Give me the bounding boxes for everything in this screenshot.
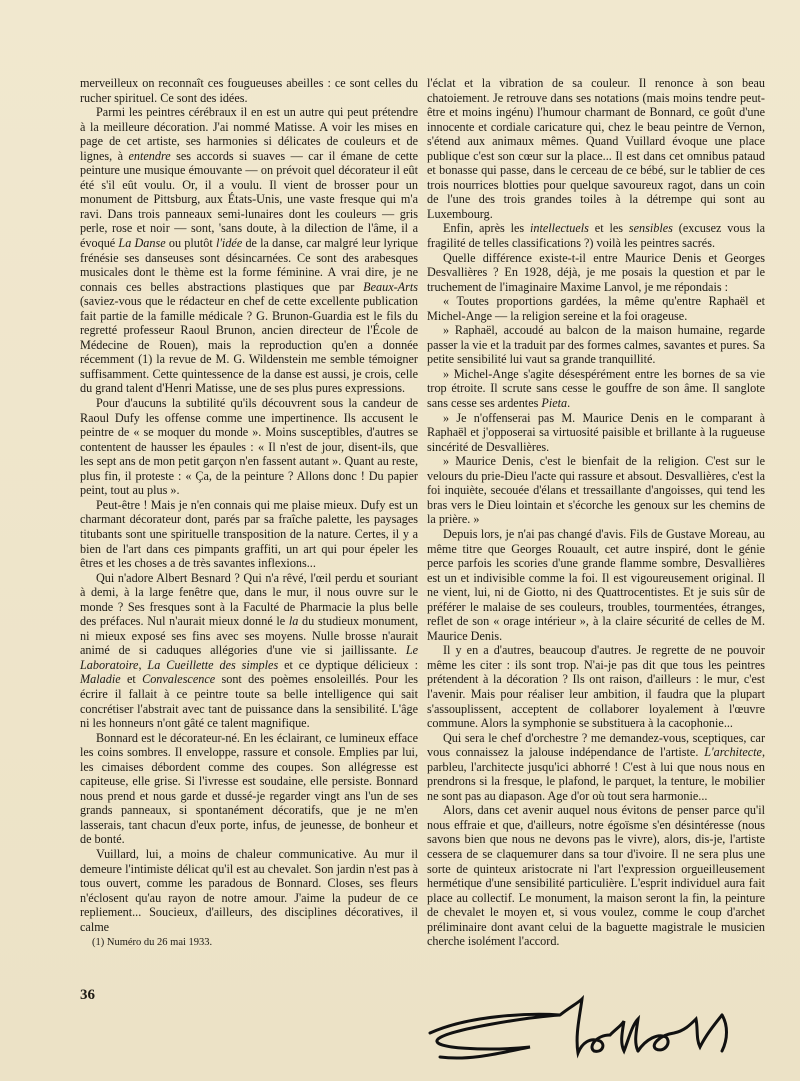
paragraph: » Maurice Denis, c'est le bienfait de la religion. C'est sur le velours du prie-Dieu l'acte qui rassure et absout. Desvallières, c'est la foi inquiète, secouée d'élans et tressaillante d'angoisses, qui tend les bras vers le Dieu lointain et s'écorche les genoux sur les chemins de la prière. » <box>427 454 765 527</box>
left-text-column <box>80 76 418 951</box>
paragraph: Depuis lors, je n'ai pas changé d'avis. Fils de Gustave Moreau, au même titre que Georges Rouault, cet autre inspiré, dont le génie perce parfois les scories d'une grande flamme sombre, Desvallières est un et indivisible comme la foi. Il est vigoureusement original. Il ne vient, lui, ni de Giotto, ni des Quattrocentistes. Et je suis sûr de préférer le malaise de ses couleurs, troubles, tourmentées, étranges, reflet de son « orage intérieur », à la claire sécurité de celles de M. Maurice Denis. <box>427 526 765 643</box>
right-text-column <box>427 76 765 949</box>
paragraph: Qui sera le chef d'orchestre ? me demandez-vous, sceptiques, car vous connaissez la jalouse indépendance de l'artiste. L'architecte, parbleu, l'architecte jusqu'ici abhorré ! C'est à lui que nous nous en prendrons si la fresque, le plafond, le parquet, la tenture, le mobilier ne sont pas au diapason. Age d'or où tout sera harmonie... <box>427 730 765 803</box>
paragraph: Peut-être ! Mais je n'en connais qui me plaise mieux. Dufy est un charmant décorateur dont, parés par sa fraîche palette, les paysages titubants sont une spirituelle transposition de la nature. Certes, il y a bien de l'art dans ces pimpants graffiti, un art qui pour épeler les êtres et les choses a de très savantes inflexions... <box>80 497 418 571</box>
author-signature <box>410 985 750 1070</box>
paragraph: l'éclat et la vibration de sa couleur. Il renonce à son beau chatoiement. Je retrouve dans ses notations (mais moins tendre peut-être et moins ingénu) l'humour charmant de Bonnard, ce goût d'une innocente et cordiale caricature qui, chez le beau peintre de Vernon, s'étend aux animaux mêmes. Quand Vuillard évoque une place publique c'est son cœur sur la place... Il est dans cet omnibus pataud et bonasse qui passe, dans le cerceau de ce bébé, sur le tablier de ces trois nourrices blotties pour quelque savoureux ragot, dans un coin de l'une des trois grandes toiles à la détrempe qui sont au Luxembourg. <box>427 76 765 221</box>
paragraph: Il y en a d'autres, beaucoup d'autres. Je regrette de ne pouvoir même les citer : ils sont trop. N'ai-je pas dit que tous les peintres prétendent à la décoration ? Ils ont raison, d'ailleurs : le mur, c'est l'avenir. Mais pour réaliser leur ambition, il faudra que la plupart s'assouplissent, acceptent de collaborer loyalement à l'œuvre commune. Alors la symphonie se substituera à la cacophonie... <box>427 643 765 731</box>
paragraph: Vuillard, lui, a moins de chaleur communicative. Au mur il demeure l'intimiste délicat qu'il est au chevalet. Son jardin n'est pas à tous ouvert, comme les paradous de Bonnard. Closes, ses fleurs n'éclosent qu'au rayon de notre amour. J'aime la pudeur de ce repliement... Soucieux, d'ailleurs, des disciplines décoratives, il calme <box>80 846 418 934</box>
paragraph: » Raphaël, accoudé au balcon de la maison humaine, regarde passer la vie et la traduit par des formes calmes, savantes et pures. Sa petite sensibilité lui vaut sa grande tranquillité. <box>427 323 765 367</box>
paragraph: » Michel-Ange s'agite désespérément entre les bornes de sa vie trop étroite. Il scrute sans cesse le gouffre de son âme. Il sanglote sans cesse ses ardentes Pieta. <box>427 366 765 411</box>
paragraph: Parmi les peintres cérébraux il en est un autre qui peut prétendre à la meilleure décoration. J'ai nommé Matisse. A voir les mises en page de cet artiste, ses harmonies si délicates de couleurs et de lignes, à entendre ses accords si suaves — car il émane de cette peinture une musique émouvante — on prévoit quel décorateur il eût été s'il eût voulu. Or, il a voulu. Il vient de brosser pour un monument de Pittsburg, aux États-Unis, une vaste fresque qui m'a ravi. Dans trois panneaux semi-lunaires dont les couleurs — gris perle, rose et noir — sont, 'sans doute, à la dilection de l'âme, il a évoqué La Danse ou plutôt l'idée de la danse, car malgré leur lyrique frénésie ses danseuses sont désincarnées. Ce sont des arabesques musicales dont le thème est la forme féminine. A vrai dire, je ne connais ces belles abstractions plastiques que par Beaux-Arts (saviez-vous que le rédacteur en chef de cette excellente publication fait partie de la famille médicale ? G. Brunon-Guardia est le fils du regretté professeur Raoul Brunon, ancien directeur de l'École de Médecine de Rouen), mais la reproduction qu'en a donnée récemment (1) la revue de M. G. Wildenstein me semble témoigner suffisamment. Cette quintessence de la danse est aussi, je crois, celle du grand talent d'Henri Matisse, une de ses plus pures expressions. <box>80 105 419 396</box>
page-number: 36 <box>80 987 95 1003</box>
footnote: (1) Numéro du 26 mai 1933. <box>92 937 213 949</box>
paragraph: merveilleux on reconnaît ces fougueuses abeilles : ce sont celles du rucher spirituel. Ce sont des idées. <box>80 76 418 105</box>
paragraph: Alors, dans cet avenir auquel nous évitons de penser parce qu'il nous effraie et que, d'ailleurs, notre égoïsme s'en désintéresse (nous savons bien que nous ne devons pas le vivre), alors, dis-je, l'artiste cessera de se claquemurer dans sa tour d'ivoire. Il ne sera plus une sorte de quinteux aristocrate ni l'art l'expression orgueilleusement hermétique d'une sensibilité particulière. L'esprit individuel aura fait place au collectif. Le monument, la maison seront la fin, la peinture de chevalet le moyen et, si vous voulez, comme le coup d'archet préliminaire dont avant celui de la baguette magistrale le musicien cherche isolément l'accord. <box>427 803 765 949</box>
paragraph: Quelle différence existe-t-il entre Maurice Denis et Georges Desvallières ? En 1928, déjà, je me posais la question et par le truchement de l'imaginaire Maxime Lanvol, je me répondais : <box>427 250 765 294</box>
paragraph: Enfin, après les intellectuels et les sensibles (excusez vous la fragilité de telles classifications ?) voilà les peintres sacrés. <box>427 221 765 251</box>
paragraph: » Je n'offenserai pas M. Maurice Denis en le comparant à Raphaël et j'opposerai sa virtuosité paisible et brillante à la rugueuse sincérité de Desvallières. <box>427 410 765 454</box>
paragraph: « Toutes proportions gardées, la même qu'entre Raphaël et Michel-Ange — la religion sereine et la foi orageuse. <box>427 294 765 323</box>
paragraph: Pour d'aucuns la subtilité qu'ils découvrent sous la candeur de Raoul Dufy les offense comme une impertinence. Ils accusent le peintre de « se moquer du monde ». Moins susceptibles, d'autres se contentent de hausser les épaules : « Il n'est de jour, disent-ils, que les sept ans de mon petit garçon n'en fassent autant ». Quant au reste, plus fin, il proteste : « Ça, de la peinture ? Allons donc ! Du papier peint, tout au plus ». <box>80 396 418 498</box>
paragraph: Bonnard est le décorateur-né. En les éclairant, ce lumineux efface les coins sombres. Il enveloppe, rassure et console. Emplies par lui, les cimaises débordent comme des coupes. Son allégresse est capiteuse, elle grise. Si l'ivresse est soudaine, elle persiste. Bonnard nous prend et nous garde et dussé-je regarder vingt ans l'un de ses grands panneaux, si spontanément décoratifs, que je ne m'en lasserais, tant chacun d'eux porte, infus, de jeunesse, de bonheur et de bonté. <box>80 730 418 847</box>
paragraph: Qui n'adore Albert Besnard ? Qui n'a rêvé, l'œil perdu et souriant à demi, à la large fenêtre que, dans le mur, il nous ouvre sur le monde ? Ses fresques sont à la Faculté de Pharmacie la plus belle des préfaces. Nul n'aurait mieux donné le la du studieux monument, ni mieux exposé ses fins avec ses moyens. Nulle brosse n'aurait animé de si caduques allégories d'une vie si jaillissante. Le Laboratoire, La Cueillette des simples et ce dyptique délicieux : Maladie et Convalescence sont des poèmes ensoleillés. Pour les écrire il fallait à ce peintre toute sa belle intelligence qui sait concrétiser l'abstrait avec tant de puissance dans la sensibilité. L'âge ni les honneurs n'ont gâté ce talent magnifique. <box>80 570 419 731</box>
